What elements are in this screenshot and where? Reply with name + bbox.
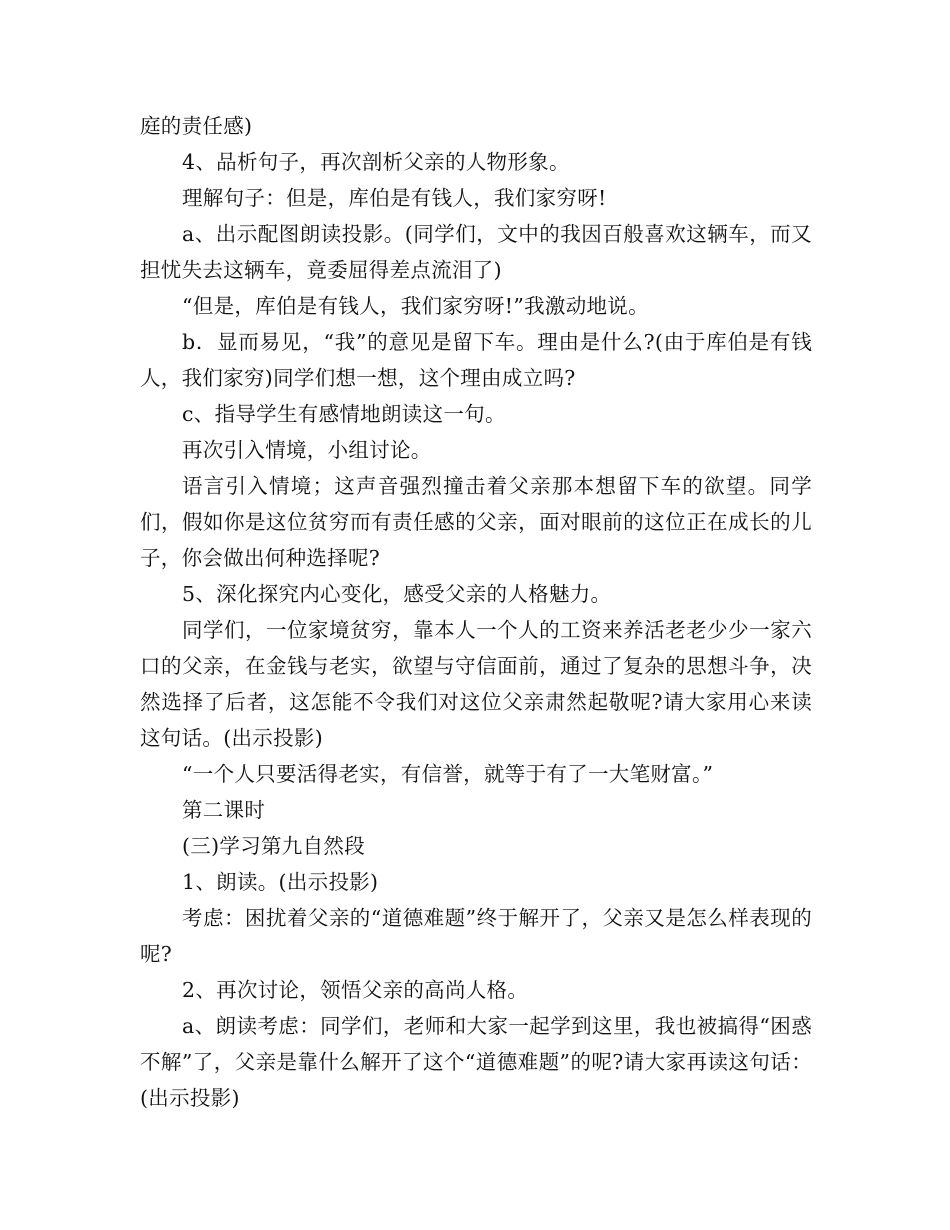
paragraph: “一个人只要活得老实，有信誉，就等于有了一大笔财富。” xyxy=(182,762,714,786)
paragraph: a、出示配图朗读投影。(同学们，文中的我因百般喜欢这辆车，而又担忧失去这辆车，竟委屈得差点流泪了) xyxy=(140,222,812,282)
paragraph: a、朗读考虑：同学们，老师和大家一起学到这里，我也被搞得“困惑不解”了，父亲是靠什么解开了这个“道德难题”的呢?请大家再读这句话：(出示投影) xyxy=(140,1014,812,1110)
paragraph: 语言引入情境；这声音强烈撞击着父亲那本想留下车的欲望。同学们，假如你是这位贫穷而有责任感的父亲，面对眼前的这位正在成长的儿子，你会做出何种选择呢? xyxy=(140,474,812,570)
paragraph: 2、再次讨论，领悟父亲的高尚人格。 xyxy=(182,978,529,1002)
paragraph: 理解句子：但是，库伯是有钱人，我们家穷呀! xyxy=(182,186,607,210)
paragraph: b．显而易见，“我”的意见是留下车。理由是什么?(由于库伯是有钱人，我们家穷)同学们想一想，这个理由成立吗? xyxy=(140,330,812,390)
document-body xyxy=(140,108,812,1116)
paragraph: c、指导学生有感情地朗读这一句。 xyxy=(182,402,506,426)
paragraph: “但是，库伯是有钱人，我们家穷呀!”我激动地说。 xyxy=(182,294,649,318)
paragraph: 1、朗读。(出示投影) xyxy=(182,870,379,894)
paragraph: 4、品析句子，再次剖析父亲的人物形象。 xyxy=(182,150,570,174)
paragraph: 再次引入情境，小组讨论。 xyxy=(182,438,432,462)
paragraph: 考虑：困扰着父亲的“道德难题”终于解开了，父亲又是怎么样表现的呢? xyxy=(140,906,812,966)
paragraph: 同学们，一位家境贫穷，靠本人一个人的工资来养活老老少少一家六口的父亲，在金钱与老实，欲望与守信面前，通过了复杂的思想斗争，决然选择了后者，这怎能不令我们对这位父亲肃然起敬呢?请大家用心来读这句话。(出示投影) xyxy=(140,618,812,750)
paragraph: 庭的责任感) xyxy=(140,114,253,138)
paragraph: 第二课时 xyxy=(182,798,266,822)
paragraph: (三)学习第九自然段 xyxy=(182,834,365,858)
paragraph: 5、深化探究内心变化，感受父亲的人格魅力。 xyxy=(182,582,612,606)
